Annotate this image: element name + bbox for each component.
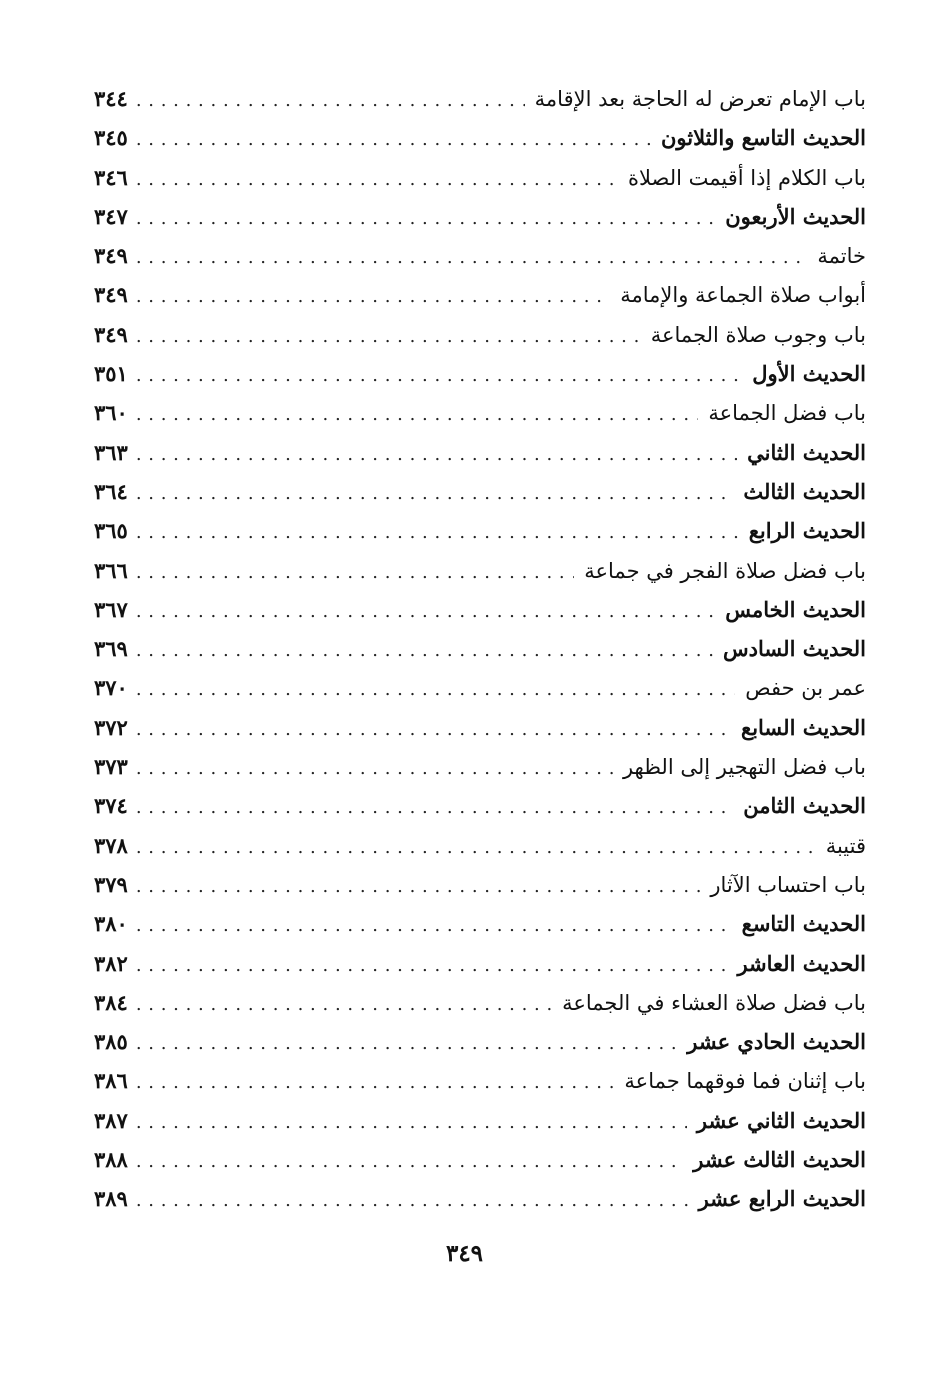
toc-entry-page: ٣٧٩	[94, 871, 128, 897]
toc-entry	[94, 944, 866, 983]
toc-entry-title: الحديث الثاني عشر	[696, 1107, 866, 1133]
toc-entry	[94, 433, 866, 472]
dot-leader	[136, 1181, 689, 1220]
toc-entry	[94, 393, 866, 432]
toc-entry-page: ٣٨٨	[94, 1147, 128, 1173]
toc-entry-page: ٣٨٩	[94, 1186, 128, 1212]
toc-entry-title: الحديث الرابع	[748, 518, 866, 544]
toc-entry-title: باب وجوب صلاة الجماعة	[650, 322, 866, 347]
toc-entry	[94, 826, 866, 865]
dot-leader	[136, 1063, 615, 1102]
toc-entry-title: الحديث الخامس	[725, 596, 866, 622]
toc-entry-title: باب فضل التهجير إلى الظهر	[622, 755, 866, 780]
toc-entry-title: أبواب صلاة الجماعة والإمامة	[620, 283, 866, 308]
toc-entry-page: ٣٤٩	[94, 321, 128, 347]
toc-entry-page: ٣٦٣	[94, 439, 128, 465]
dot-leader	[136, 867, 701, 906]
dot-leader	[136, 1103, 687, 1142]
dot-leader	[136, 120, 651, 159]
toc-entry	[94, 1022, 866, 1061]
toc-entry-page: ٣٧٨	[94, 832, 128, 858]
toc-entry	[94, 79, 866, 118]
toc-entry-page: ٣٨٦	[94, 1068, 128, 1094]
toc-entry-page: ٣٧٣	[94, 754, 128, 780]
toc-entry-page: ٣٨٤	[94, 989, 128, 1015]
toc-entry	[94, 275, 866, 314]
toc-entry-title: الحديث الثالث عشر	[693, 1147, 866, 1173]
toc-entry	[94, 1101, 866, 1140]
dot-leader	[136, 592, 715, 631]
toc-entry-title: الحديث الرابع عشر	[698, 1186, 866, 1212]
dot-leader	[136, 81, 525, 120]
dot-leader	[136, 906, 732, 945]
toc-entry-title: الحديث السابع	[741, 714, 866, 740]
toc-entry-page: ٣٨٥	[94, 1029, 128, 1055]
dot-leader	[136, 710, 731, 749]
toc-entry-page: ٣٤٦	[94, 164, 128, 190]
toc-entry-page: ٣٤٩	[94, 243, 128, 269]
toc-entry-title: الحديث الثامن	[743, 793, 866, 819]
toc-entry-title: الحديث الأربعون	[725, 203, 866, 229]
toc-entry-page: ٣٤٥	[94, 125, 128, 151]
toc-entry-title: باب إثنان فما فوقهما جماعة	[624, 1069, 866, 1094]
toc-entry-page: ٣٥١	[94, 361, 128, 387]
toc-entry	[94, 158, 866, 197]
toc-entry-title: خاتمة	[817, 244, 866, 269]
toc-entry-page: ٣٤٩	[94, 282, 128, 308]
toc-entry	[94, 511, 866, 550]
dot-leader	[136, 985, 552, 1024]
toc-entry-title: الحديث التاسع	[741, 911, 866, 937]
toc-entry	[94, 472, 866, 511]
toc-entry-page: ٣٨٢	[94, 950, 128, 976]
toc-entry	[94, 786, 866, 825]
dot-leader	[136, 474, 734, 513]
toc-entry	[94, 118, 866, 157]
toc-entry-page: ٣٦٤	[94, 478, 128, 504]
dot-leader	[136, 631, 713, 670]
toc-entry	[94, 197, 866, 236]
toc-entry	[94, 904, 866, 943]
toc-entry-page: ٣٨٧	[94, 1107, 128, 1133]
toc-entry	[94, 668, 866, 707]
toc-entry-page: ٣٧٠	[94, 675, 128, 701]
toc-entry-page: ٣٦٩	[94, 636, 128, 662]
toc-entry	[94, 629, 866, 668]
toc-entry-title: قتيبة	[825, 833, 866, 858]
toc-entry-title: الحديث العاشر	[737, 950, 866, 976]
dot-leader	[136, 160, 618, 199]
dot-leader	[136, 435, 737, 474]
toc-entry	[94, 708, 866, 747]
toc-entry-title: الحديث الثاني	[747, 439, 866, 465]
dot-leader	[136, 356, 742, 395]
dot-leader	[136, 828, 816, 867]
toc-entry-page: ٣٦٥	[94, 518, 128, 544]
toc-entry-title: باب فضل الجماعة	[708, 401, 866, 426]
toc-entry	[94, 1179, 866, 1218]
toc-entry-title: باب الكلام إذا أقيمت الصلاة	[627, 165, 866, 190]
toc-entry	[94, 236, 866, 275]
toc-entry-title: الحديث الثالث	[743, 478, 866, 504]
toc-entry-title: الحديث التاسع والثلاثون	[661, 125, 866, 151]
dot-leader	[136, 553, 574, 592]
dot-leader	[136, 749, 613, 788]
dot-leader	[136, 1024, 677, 1063]
toc-entry	[94, 354, 866, 393]
toc-entry	[94, 747, 866, 786]
dot-leader	[136, 277, 610, 316]
toc-entry-title: عمر بن حفص	[745, 676, 866, 701]
dot-leader	[136, 1142, 683, 1181]
toc-entry	[94, 590, 866, 629]
toc-entry-page: ٣٦٠	[94, 400, 128, 426]
dot-leader	[136, 513, 739, 552]
toc-entry	[94, 865, 866, 904]
toc-entry-page: ٣٧٢	[94, 714, 128, 740]
toc-entry-page: ٣٤٤	[94, 86, 128, 111]
dot-leader	[136, 788, 733, 827]
toc-entry-page: ٣٦٧	[94, 596, 128, 622]
toc-entry	[94, 551, 866, 590]
dot-leader	[136, 670, 735, 709]
table-of-contents	[94, 79, 866, 1219]
dot-leader	[136, 395, 699, 434]
toc-entry-page: ٣٤٧	[94, 203, 128, 229]
toc-entry-page: ٣٧٤	[94, 793, 128, 819]
toc-entry	[94, 315, 866, 354]
toc-entry-title: باب فضل صلاة العشاء في الجماعة	[562, 990, 866, 1015]
toc-entry-page: ٣٨٠	[94, 911, 128, 937]
dot-leader	[136, 238, 808, 277]
dot-leader	[136, 317, 641, 356]
page-number: ٣٤٩	[445, 1240, 484, 1267]
toc-entry-title: باب الإمام تعرض له الحاجة بعد الإقامة	[534, 87, 866, 111]
toc-entry-title: باب احتساب الآثار	[710, 872, 866, 897]
toc-entry-title: الحديث الحادي عشر	[687, 1029, 866, 1055]
dot-leader	[136, 199, 715, 238]
toc-entry-title: الحديث السادس	[723, 636, 866, 662]
dot-leader	[136, 946, 728, 985]
toc-entry	[94, 1140, 866, 1179]
toc-entry	[94, 1061, 866, 1100]
toc-entry	[94, 983, 866, 1022]
toc-entry-page: ٣٦٦	[94, 557, 128, 583]
toc-entry-title: الحديث الأول	[752, 361, 866, 387]
toc-entry-title: باب فضل صلاة الفجر في جماعة	[584, 558, 866, 583]
